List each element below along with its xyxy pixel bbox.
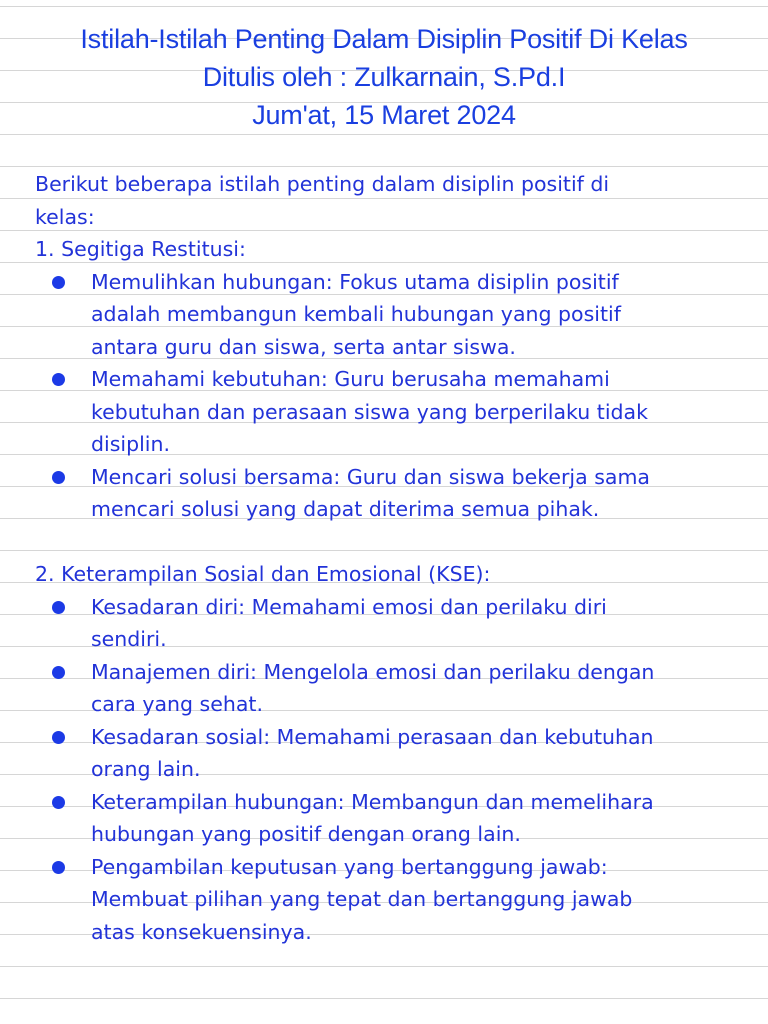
list-item-line: atas konsekuensinya. xyxy=(91,919,312,944)
list-item-line: Pengambilan keputusan yang bertanggung jawab: xyxy=(91,854,608,879)
document-body xyxy=(35,168,735,948)
list-item-line: disiplin. xyxy=(91,432,170,456)
list-item-line: Kesadaran sosial: Memahami perasaan dan kebutuhan xyxy=(91,724,654,749)
section-2-heading: 2. Keterampilan Sosial dan Emosional (KSE): xyxy=(35,562,491,586)
list-item-line: orang lain. xyxy=(91,757,201,781)
bullet-icon xyxy=(52,276,65,289)
intro-line-1: Berikut beberapa istilah penting dalam disiplin positif di xyxy=(35,172,610,196)
section-2-list xyxy=(35,591,735,949)
list-item-line: adalah membangun kembali hubungan yang positif xyxy=(91,302,621,326)
list-item xyxy=(35,266,735,364)
bullet-icon xyxy=(52,666,65,679)
intro-line-2: kelas: xyxy=(35,204,95,229)
list-item-line: antara guru dan siswa, serta antar siswa. xyxy=(91,334,516,359)
author-line: Ditulis oleh : Zulkarnain, S.Pd.I xyxy=(202,62,566,92)
list-item-line: kebutuhan dan perasaan siswa yang berperilaku tidak xyxy=(91,399,648,424)
bullet-icon xyxy=(52,861,65,874)
bullet-icon xyxy=(52,373,65,386)
list-item-line: Manajemen diri: Mengelola emosi dan perilaku dengan xyxy=(91,659,655,684)
date-line: Jum'at, 15 Maret 2024 xyxy=(252,100,516,130)
list-item-line: hubungan yang positif dengan orang lain. xyxy=(91,822,521,846)
list-item-line: cara yang sehat. xyxy=(91,692,263,716)
list-item-line: Kesadaran diri: Memahami emosi dan perilaku diri xyxy=(91,594,607,619)
list-item xyxy=(35,721,735,786)
list-item-line: Keterampilan hubungan: Membangun dan memelihara xyxy=(91,789,654,814)
list-item xyxy=(35,851,735,949)
bullet-icon xyxy=(52,731,65,744)
list-item xyxy=(35,461,735,526)
section-1-list xyxy=(35,266,735,526)
document-header xyxy=(0,20,768,134)
list-item xyxy=(35,786,735,851)
list-item-line: sendiri. xyxy=(91,627,167,651)
list-item-line: Mencari solusi bersama: Guru dan siswa bekerja sama xyxy=(91,464,650,489)
list-item xyxy=(35,656,735,721)
section-1-heading: 1. Segitiga Restitusi: xyxy=(35,237,246,261)
bullet-icon xyxy=(52,796,65,809)
bullet-icon xyxy=(52,471,65,484)
list-item xyxy=(35,591,735,656)
list-item-line: mencari solusi yang dapat diterima semua pihak. xyxy=(91,497,600,521)
list-item-line: Memulihkan hubungan: Fokus utama disiplin positif xyxy=(91,269,619,294)
list-item-line: Memahami kebutuhan: Guru berusaha memahami xyxy=(91,367,610,391)
document-title: Istilah-Istilah Penting Dalam Disiplin Positif Di Kelas xyxy=(80,24,688,54)
bullet-icon xyxy=(52,601,65,614)
list-item-line: Membuat pilihan yang tepat dan bertanggung jawab xyxy=(91,887,633,911)
section-gap xyxy=(35,526,735,559)
list-item xyxy=(35,363,735,461)
